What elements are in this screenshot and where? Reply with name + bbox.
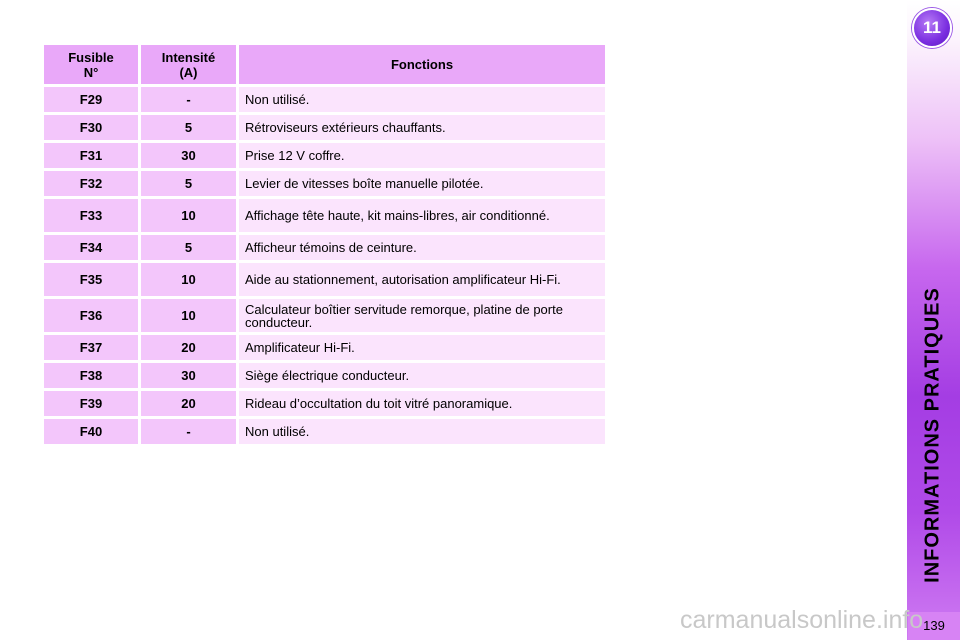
function-cell: Non utilisé. bbox=[239, 87, 605, 112]
table-row bbox=[44, 419, 605, 444]
table-row bbox=[44, 115, 605, 140]
amp-cell: 5 bbox=[141, 115, 239, 140]
page-number: 139 bbox=[908, 612, 960, 640]
table-row bbox=[44, 87, 605, 112]
table-row bbox=[44, 335, 605, 360]
chapter-number-badge: 11 bbox=[912, 8, 952, 48]
table-row bbox=[44, 171, 605, 196]
amp-cell: 10 bbox=[141, 299, 239, 332]
fuse-cell: F34 bbox=[44, 235, 141, 260]
amp-cell: 5 bbox=[141, 235, 239, 260]
chapter-title-text: INFORMATIONS PRATIQUES bbox=[921, 287, 944, 583]
function-cell: Calculateur boîtier servitude remorque, platine de porte conducteur. bbox=[239, 299, 605, 332]
table-header-row bbox=[44, 45, 605, 84]
header-fuse-number: Fusible N° bbox=[44, 45, 141, 84]
function-cell: Prise 12 V coffre. bbox=[239, 143, 605, 168]
fuse-cell: F31 bbox=[44, 143, 141, 168]
fuse-table bbox=[44, 42, 605, 447]
fuse-cell: F30 bbox=[44, 115, 141, 140]
amp-cell: 20 bbox=[141, 335, 239, 360]
function-cell: Non utilisé. bbox=[239, 419, 605, 444]
header-functions: Fonctions bbox=[239, 45, 605, 84]
function-cell: Rétroviseurs extérieurs chauffants. bbox=[239, 115, 605, 140]
function-cell: Affichage tête haute, kit mains-libres, air conditionné. bbox=[239, 199, 605, 232]
function-cell: Afficheur témoins de ceinture. bbox=[239, 235, 605, 260]
table-row bbox=[44, 263, 605, 296]
amp-cell: 10 bbox=[141, 199, 239, 232]
fuse-cell: F33 bbox=[44, 199, 141, 232]
fuse-cell: F39 bbox=[44, 391, 141, 416]
watermark: carmanualsonline.info bbox=[680, 606, 924, 634]
amp-cell: 30 bbox=[141, 363, 239, 388]
fuse-cell: F38 bbox=[44, 363, 141, 388]
table-row bbox=[44, 143, 605, 168]
table-row bbox=[44, 299, 605, 332]
amp-cell: - bbox=[141, 87, 239, 112]
amp-cell: 20 bbox=[141, 391, 239, 416]
amp-cell: 30 bbox=[141, 143, 239, 168]
fuse-cell: F36 bbox=[44, 299, 141, 332]
function-cell: Levier de vitesses boîte manuelle pilotée. bbox=[239, 171, 605, 196]
fuse-cell: F40 bbox=[44, 419, 141, 444]
fuse-cell: F32 bbox=[44, 171, 141, 196]
header-intensity: Intensité (A) bbox=[141, 45, 239, 84]
amp-cell: - bbox=[141, 419, 239, 444]
amp-cell: 10 bbox=[141, 263, 239, 296]
function-cell: Siège électrique conducteur. bbox=[239, 363, 605, 388]
table-row bbox=[44, 363, 605, 388]
function-cell: Rideau d’occultation du toit vitré panoramique. bbox=[239, 391, 605, 416]
table-row bbox=[44, 391, 605, 416]
fuse-cell: F29 bbox=[44, 87, 141, 112]
function-cell: Amplificateur Hi-Fi. bbox=[239, 335, 605, 360]
fuse-cell: F35 bbox=[44, 263, 141, 296]
amp-cell: 5 bbox=[141, 171, 239, 196]
table-row bbox=[44, 235, 605, 260]
table-row bbox=[44, 199, 605, 232]
fuse-cell: F37 bbox=[44, 335, 141, 360]
function-cell: Aide au stationnement, autorisation amplificateur Hi-Fi. bbox=[239, 263, 605, 296]
